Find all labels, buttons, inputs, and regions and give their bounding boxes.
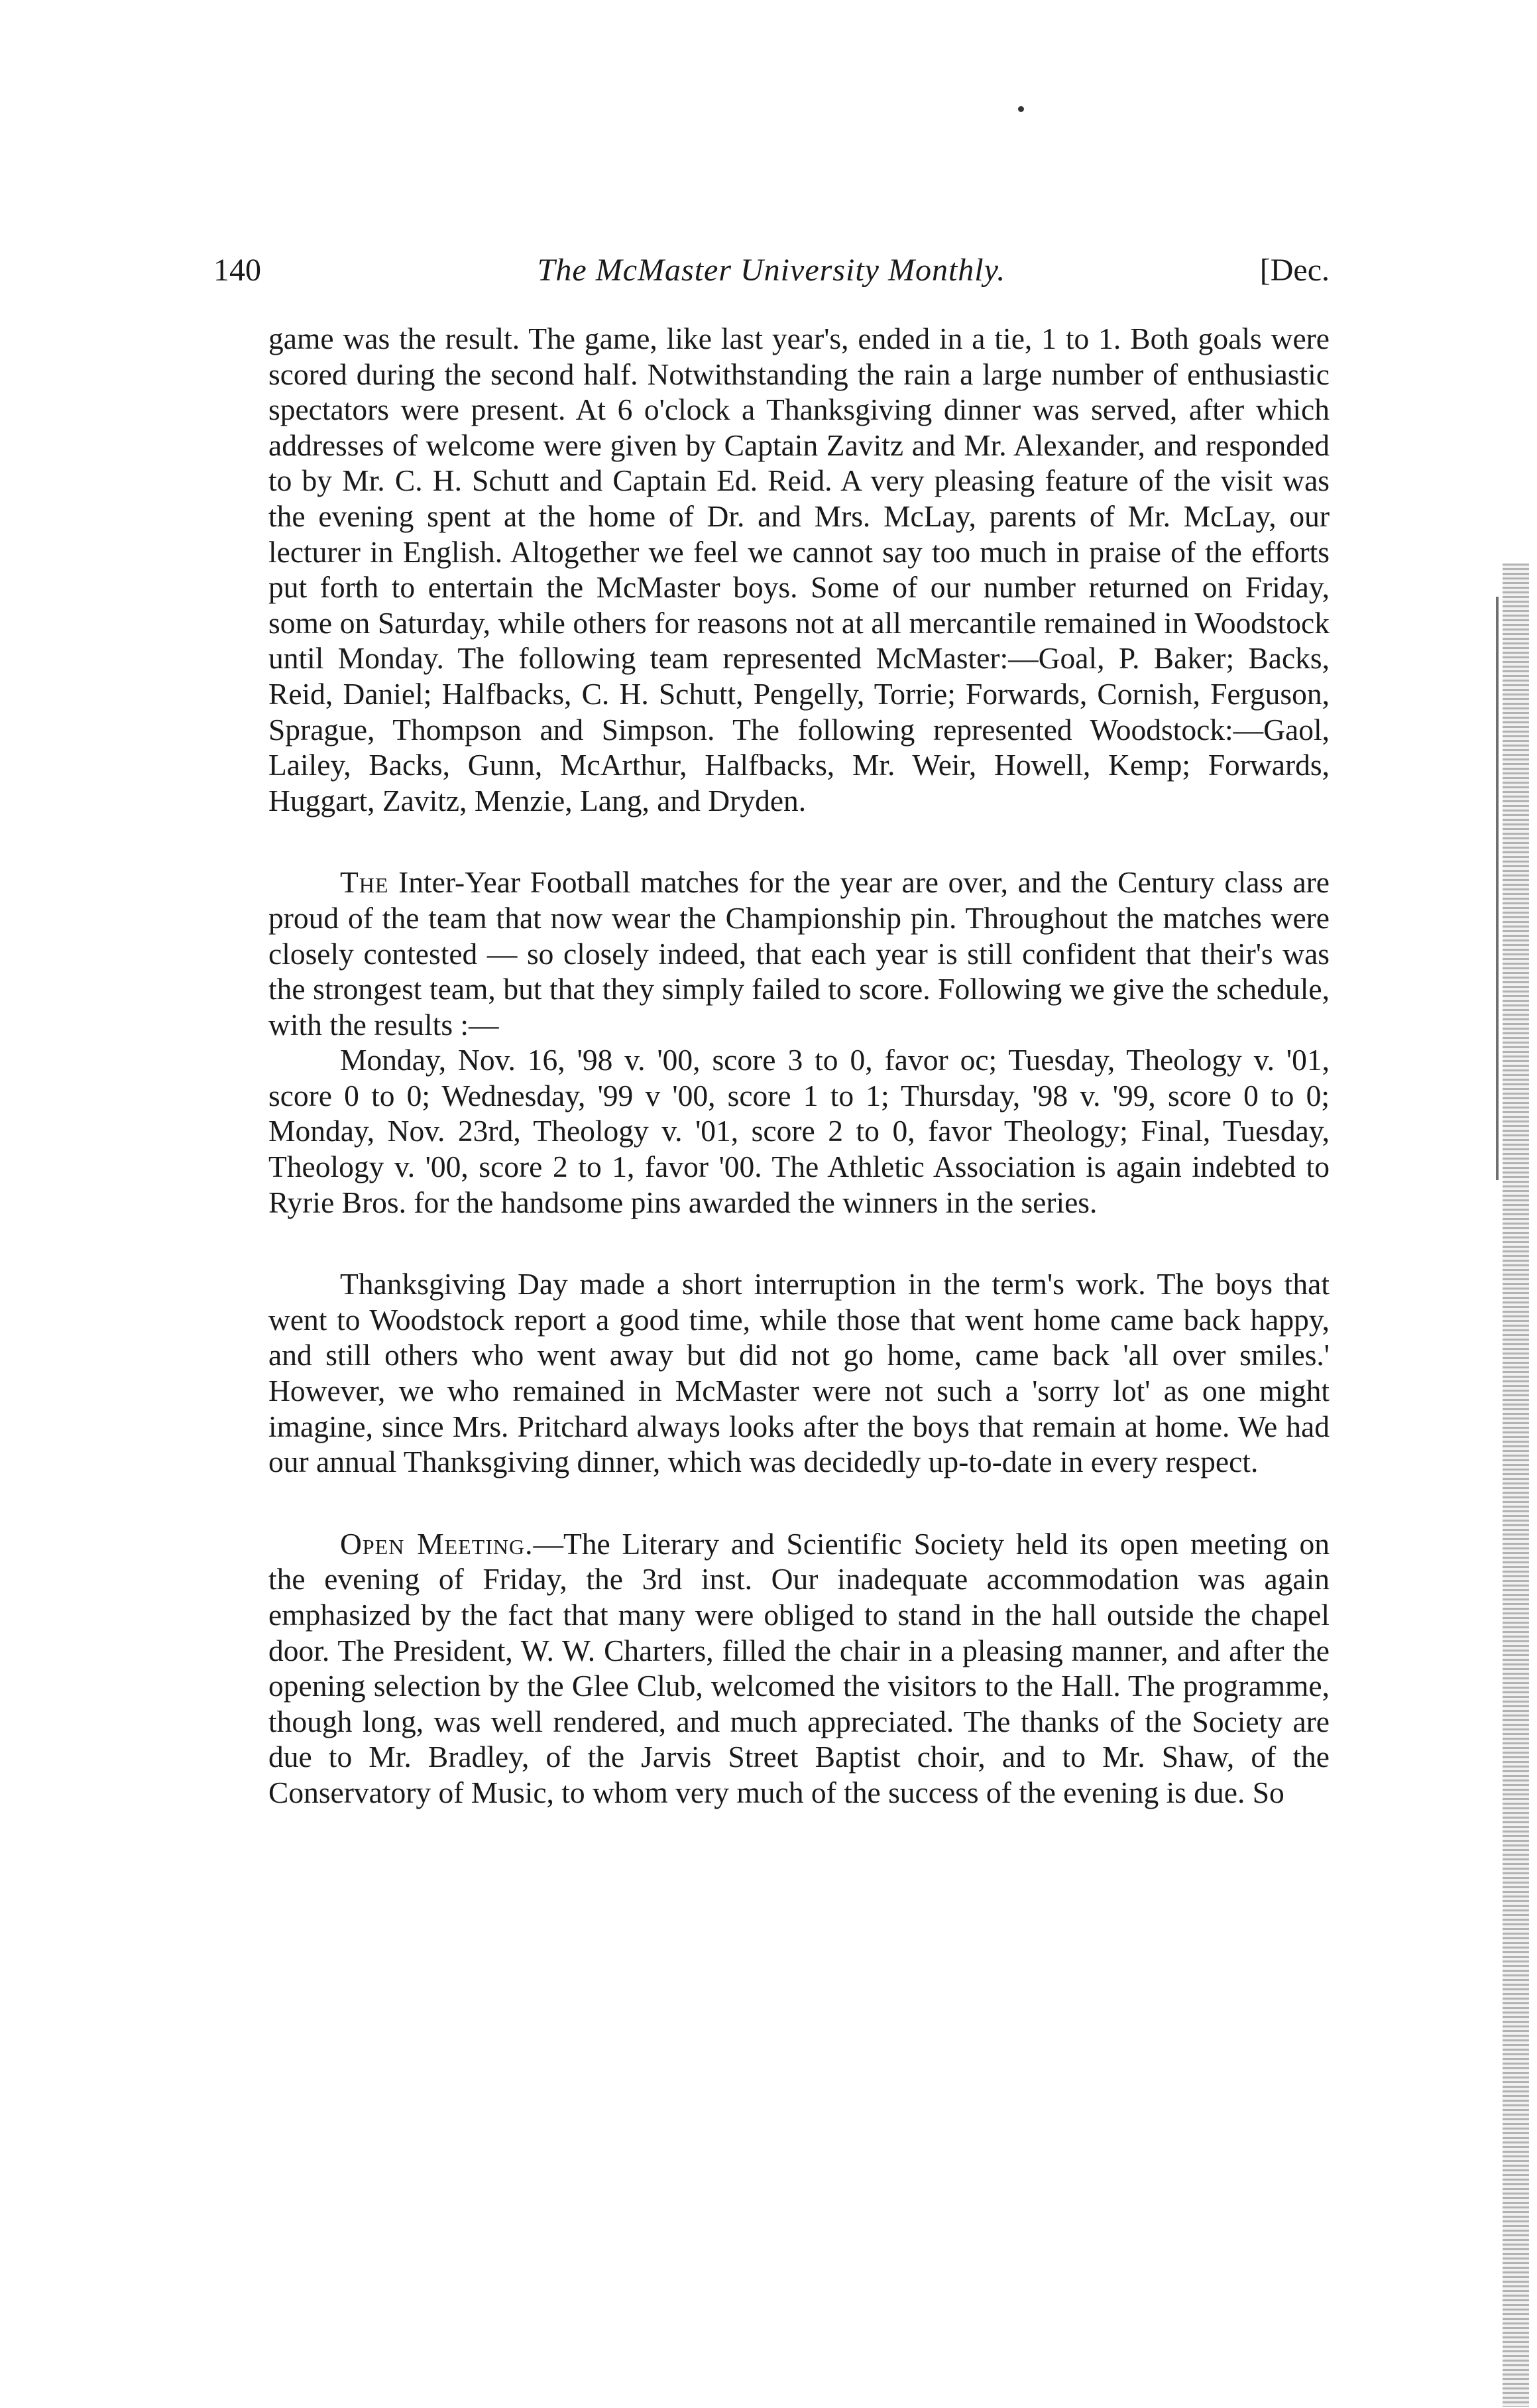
paragraph-text: —The Literary and Scientific Society held its open meeting on the evening of Friday, the 3rd inst. Our inadequate accommodation was again emphasized by the fact that many were obliged to stand in the hall outside the chapel door. The President, W. W. Charters, filled the chair in a pleasing manner, and after the opening selection by the Glee Club, welcomed the visitors to the Hall. The programme, though long, was well rendered, and much appreciated. The thanks of the Society are due to Mr. Bradley, of the Jarvis Street Baptist choir, and to Mr. Shaw, of the Conservatory of Music, to whom very much of the success of the evening is due. So	[268, 1526, 1330, 1809]
page-number: 140	[213, 253, 261, 288]
print-speck	[1018, 106, 1024, 112]
lead-in: Open Meeting.	[340, 1526, 534, 1561]
scan-edge-line	[1496, 597, 1499, 1180]
scan-edge-shadow	[1503, 564, 1529, 2407]
paragraph-match-schedule: Monday, Nov. 16, '98 v. '00, score 3 to 0, favor oc; Tuesday, Theology v. '01, score 0 to 0; Wednesday, '99 v '00, score 1 to 1; Thursday, '98 v. '99, score 0 to 0; Monday, Nov. 23rd, Theology v. '01, score 2 to 0, favor Theology; Final, Tuesday, Theology v. '00, score 2 to 1, favor '00. The Athletic Association is again indebted to Ryrie Bros. for the handsome pins awarded the winners in the series.	[268, 1043, 1330, 1219]
article-body	[268, 321, 1330, 1811]
lead-in: The	[340, 865, 389, 900]
paragraph-gap	[268, 818, 1330, 865]
issue-month: [Dec.	[1259, 253, 1330, 288]
running-header	[213, 247, 1330, 294]
paragraph-football-game: game was the result. The game, like last year's, ended in a tie, 1 to 1. Both goals were scored during the second half. Notwithstanding the rain a large number of enthusiastic spectators were present. At 6 o'clock a Thanksgiving dinner was served, after which addresses of welcome were given by Captain Zavitz and Mr. Alexander, and responded to by Mr. C. H. Schutt and Captain Ed. Reid. A very pleasing feature of the visit was the evening spent at the home of Dr. and Mrs. McLay, parents of Mr. McLay, our lecturer in English. Altogether we feel we cannot say too much in praise of the efforts put forth to entertain the McMaster boys. Some of our number returned on Friday, some on Saturday, while others for reasons not at all mercantile remained in Woodstock until Monday. The following team represented McMaster:—Goal, P. Baker; Backs, Reid, Daniel; Halfbacks, C. H. Schutt, Pengelly, Torrie; Forwards, Cornish, Ferguson, Sprague, Thompson and Simpson. The following represented Woodstock:—Gaol, Lailey, Backs, Gunn, McArthur, Halfbacks, Mr. Weir, Howell, Kemp; Forwards, Huggart, Zavitz, Menzie, Lang, and Dryden.	[268, 322, 1330, 817]
paragraph-gap	[268, 1220, 1330, 1266]
journal-title: The McMaster University Monthly.	[537, 253, 1006, 288]
paragraph-text: Inter-Year Football matches for the year are over, and the Century class are proud of the team that now wear the Championship pin. Throughout the matches were closely contested — so closely indeed, that each year is still confident that their's was the strongest team, but that they simply failed to score. Following we give the schedule, with the results :—	[268, 865, 1330, 1042]
paragraph-open-meeting	[268, 1526, 1330, 1811]
paragraph-gap	[268, 1480, 1330, 1526]
paragraph-inter-year-football	[268, 865, 1330, 1042]
paragraph-thanksgiving: Thanksgiving Day made a short interruption in the term's work. The boys that went to Woodstock report a good time, while those that went home came back happy, and still others who went away but did not go home, came back 'all over smiles.' However, we who remained in McMaster were not such a 'sorry lot' as one might imagine, since Mrs. Pritchard always looks after the boys that remain at home. We had our annual Thanksgiving dinner, which was decidedly up-to-date in every respect.	[268, 1267, 1330, 1479]
